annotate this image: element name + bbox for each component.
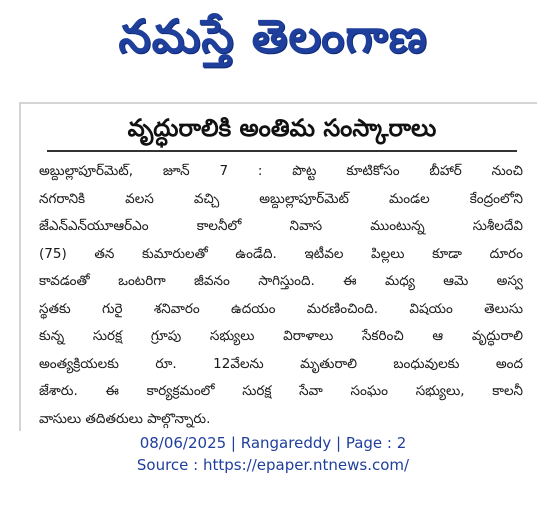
article-line: జేశారు. ఈ కార్యక్రమంలో సురక్ష సేవా సంఘం సభ్యులు, కాలనీ [39,383,523,399]
article-line: (75) తన కుమారులతో ఉండేది. ఇటీవల పిల్లలు కూడా దూరం [39,245,523,262]
masthead [0,0,546,72]
headline-box [47,112,517,152]
article-line: కున్న సురక్ష గ్రూపు సభ్యులు విరాళాలు సేకరించి ఆ వృద్ధురాలి [39,328,523,344]
article-line: అంత్యక్రియలకు రూ. 12వేలను మృతురాలి బంధువులకు అంద [39,355,523,372]
publication-meta: 08/06/2025 | Rangareddy | Page : 2 [139,434,407,452]
article-line: స్థతకు గురై శనివారం ఉదయం మరణించింది. విషయం తెలుసు [39,300,523,317]
source-link[interactable]: Source : https://epaper.ntnews.com/ [136,456,410,474]
article-line: అబ్దుల్లాపూర్‌మెట్, జూన్ 7 : పొట్ట కూటికోసం బీహార్ నుంచి [39,163,523,179]
article-headline: వృద్ధురాలికి అంతిమ సంస్కారాలు [127,114,437,142]
clipping-footer [0,432,546,476]
article-line: నగరానికి వలస వచ్చి అబ్దుల్లాపూర్‌మెట్ మండల కేంద్రంలోని [39,190,523,207]
article-line: జేఎన్‌ఎన్‌యూఆర్ఎం కాలనీలో నివాస ముంటున్న సుశీలదేవి [39,218,523,234]
article-line: వాసులు తదితరులు పాల్గొన్నారు. [39,410,211,427]
clipping-top-edge [19,102,537,104]
newspaper-logo-title: నమస్తే తెలంగాణ [118,9,428,63]
clipping-left-edge [19,102,21,431]
article-clipping [19,102,537,431]
article-line: కావడంతో ఒంటరిగా జీవనం సాగిస్తుంది. ఈ మధ్య ఆమె అస్వ [39,273,523,289]
article-body [39,158,523,433]
